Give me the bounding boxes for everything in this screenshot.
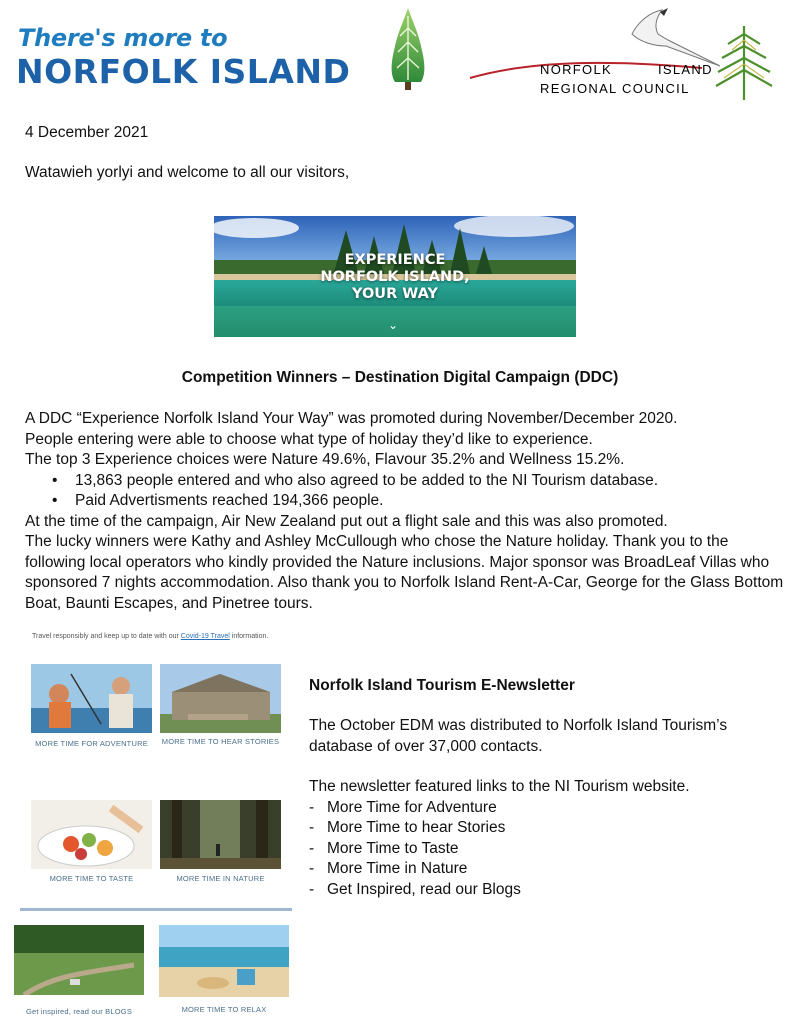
competition-line-5: The lucky winners were Kathy and Ashley McCullough who chose the Nature holiday. Thank you to the following local operators who kindly provided the Nature inclusions. Major sponsor was BroadLeaf Villas who sponsored 7 nights accommodation. Also thank you to Norfolk Island Rent-A-Car, George for the Glass Bottom Boat, Baunti Escapes, and Pinetree tours. [25, 533, 784, 612]
competition-line-3: The top 3 Experience choices were Nature 49.6%, Flavour 35.2% and Wellness 15.2%. [25, 451, 625, 468]
notice-text: Travel responsibly and keep up to date with our [32, 633, 181, 640]
caption-relax: MORE TIME TO RELAX [181, 1005, 267, 1014]
link-blogs: - Get Inspired, read our Blogs [309, 880, 779, 901]
banner-title [214, 252, 576, 303]
photo-taste[interactable] [31, 800, 152, 869]
norfolk-pine-icon [388, 6, 428, 92]
competition-heading: Competition Winners – Destination Digital Campaign (DDC) [181, 369, 619, 386]
link-adventure: - More Time for Adventure [309, 798, 779, 819]
notice-text-end: information. [229, 633, 269, 640]
caption-taste: MORE TIME TO TASTE [49, 874, 134, 883]
newsletter-links-block [309, 777, 779, 900]
caption-stories: MORE TIME TO HEAR STORIES [161, 737, 280, 746]
banner-line-3: YOUR WAY [352, 286, 438, 302]
photo-nature[interactable] [160, 800, 281, 869]
tagline: There's more to [18, 24, 228, 52]
photo-relax[interactable] [159, 925, 289, 997]
banner-line-1: EXPERIENCE [344, 252, 446, 268]
banner-line-2: NORFOLK ISLAND, [320, 269, 470, 285]
photo-stories[interactable] [160, 664, 281, 733]
newsletter-links-intro: The newsletter featured links to the NI Tourism website. [309, 778, 690, 795]
letter-greeting: Watawieh yorlyi and welcome to all our visitors, [25, 164, 350, 181]
newsletter-preview-image [20, 633, 292, 1023]
caption-nature: MORE TIME IN NATURE [176, 874, 265, 883]
link-taste: - More Time to Taste [309, 839, 779, 860]
council-name-norfolk: NORFOLK [540, 62, 612, 77]
competition-line-4: At the time of the campaign, Air New Zealand put out a flight sale and this was also promoted. [25, 512, 668, 530]
caption-adventure: MORE TIME FOR ADVENTURE [35, 739, 148, 748]
competition-body [25, 409, 785, 614]
newsletter-link-list [309, 798, 779, 901]
competition-bullets [25, 471, 785, 512]
link-nature: - More Time in Nature [309, 859, 779, 880]
collage-divider [20, 908, 292, 911]
newsletter-heading: Norfolk Island Tourism E-Newsletter [309, 677, 575, 694]
newsletter-notice [32, 633, 268, 640]
photo-blogs[interactable] [14, 925, 144, 995]
council-name-island: ISLAND [658, 62, 713, 77]
bullet-entries: • 13,863 people entered and who also agreed to be added to the NI Tourism database. [25, 471, 785, 492]
photo-adventure[interactable] [31, 664, 152, 733]
brand-logo-text: NORFOLK ISLAND [16, 52, 351, 91]
council-name-line2: REGIONAL COUNCIL [540, 81, 690, 96]
covid-travel-link[interactable]: Covid-19 Travel [180, 633, 230, 640]
newsletter-body: The October EDM was distributed to Norfolk Island Tourism’s database of over 37,000 contacts. [309, 717, 728, 755]
chevron-down-icon[interactable]: ⌄ [388, 318, 399, 332]
letter-date: 4 December 2021 [25, 124, 149, 141]
campaign-banner [214, 216, 576, 337]
council-logo [462, 4, 782, 104]
caption-blogs: Get inspired, read our BLOGS [25, 1007, 133, 1016]
competition-line-1: A DDC “Experience Norfolk Island Your Way” was promoted during November/December 2020. [25, 410, 678, 427]
bullet-reach: • Paid Advertisments reached 194,366 people. [25, 491, 785, 512]
competition-line-2: People entering were able to choose what type of holiday they’d like to experience. [25, 430, 593, 448]
link-stories: - More Time to hear Stories [309, 818, 779, 839]
